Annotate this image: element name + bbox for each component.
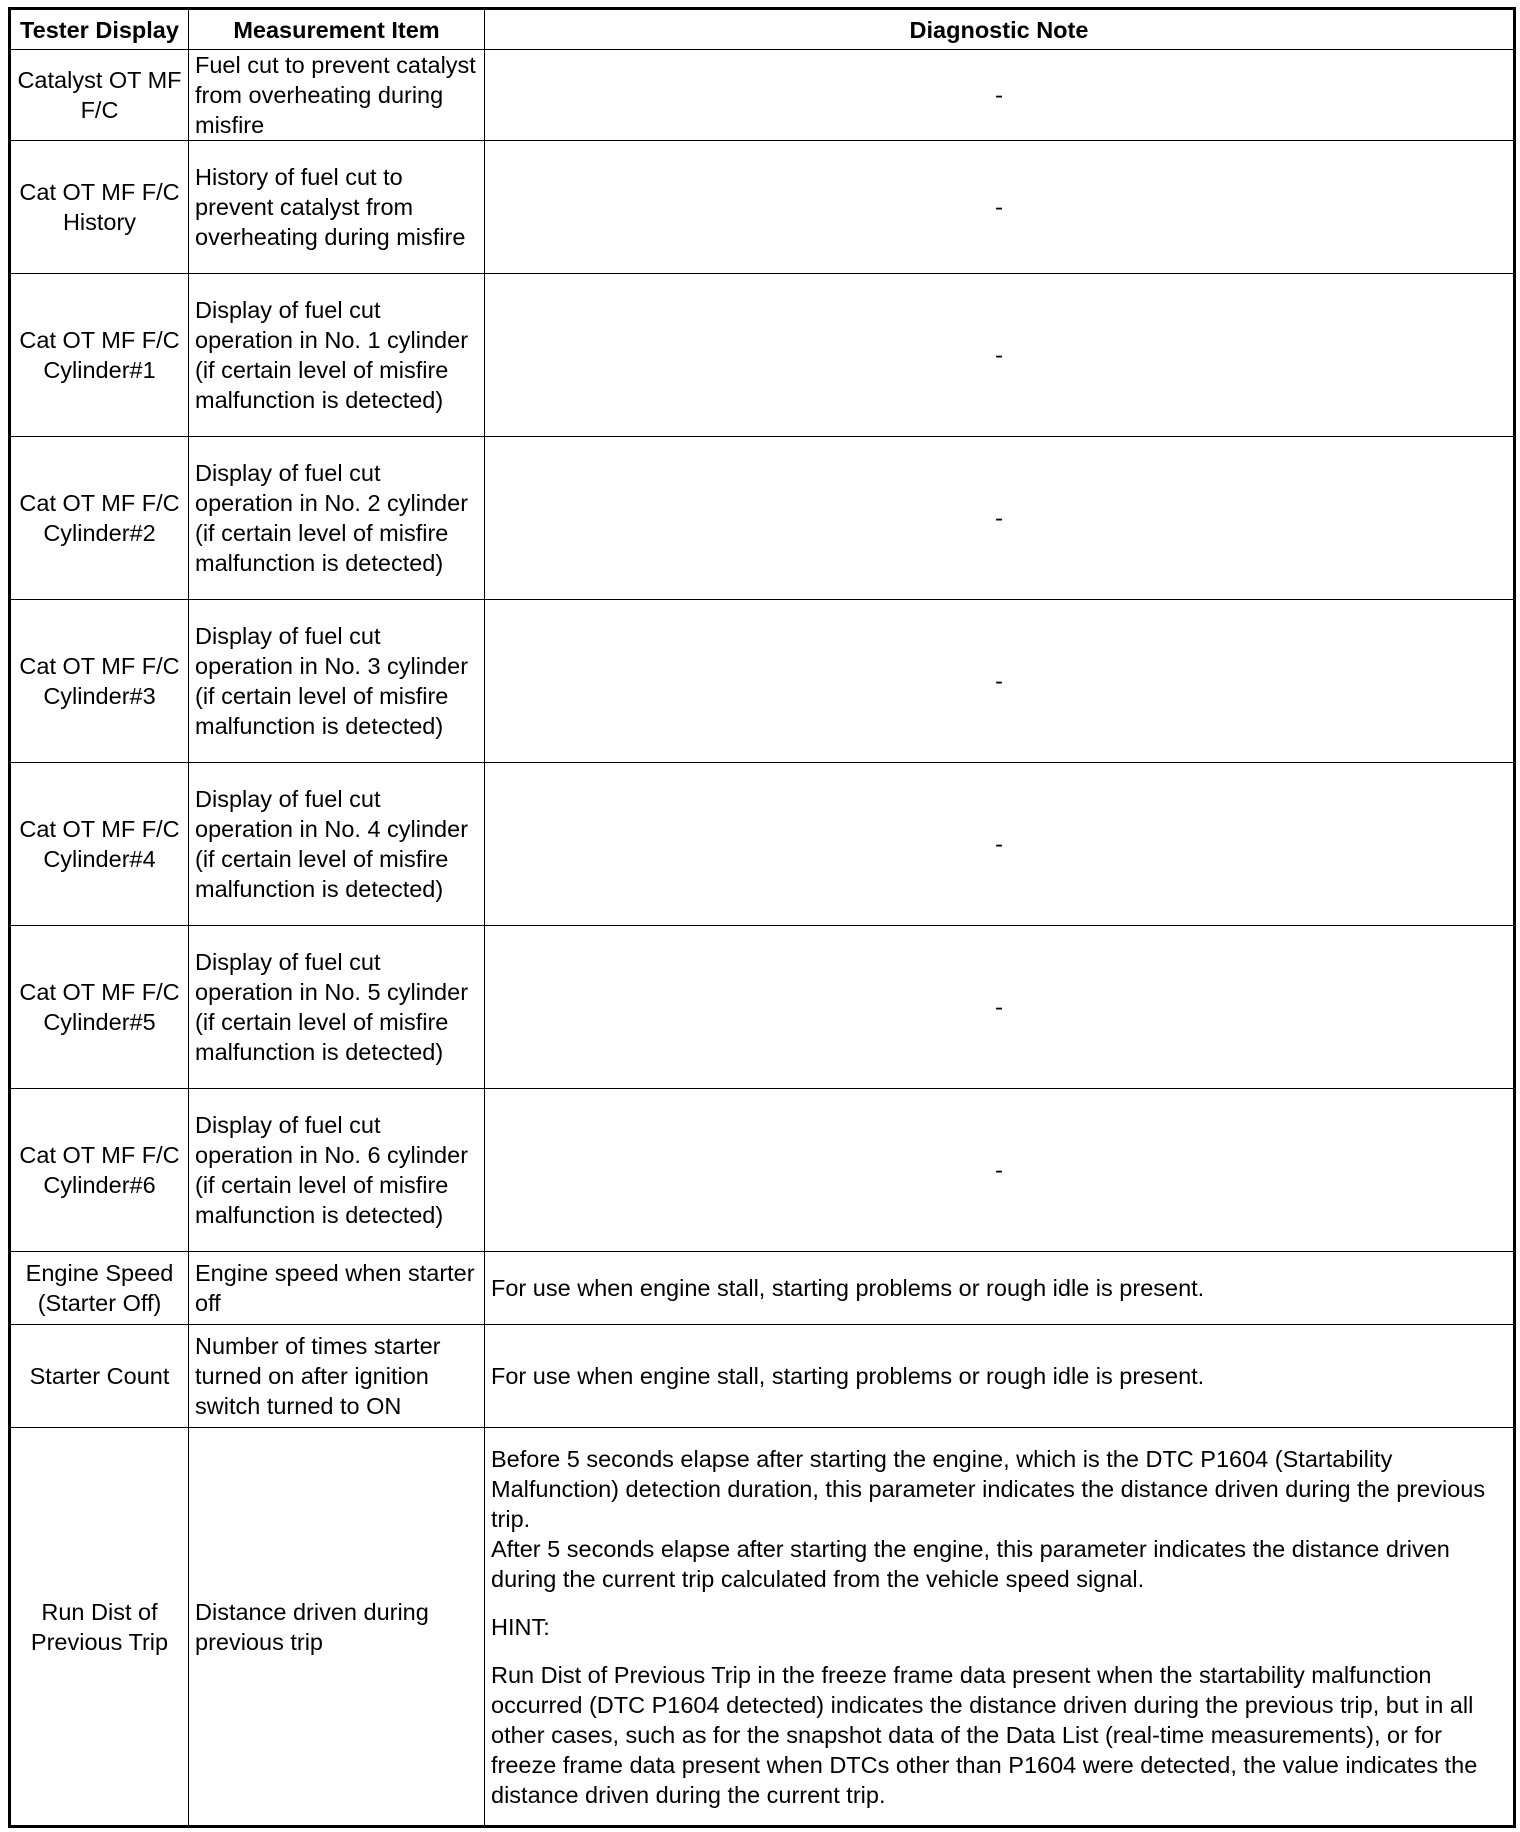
diagnostic-note-cell: - [485, 437, 1515, 600]
measurement-item-cell: Display of fuel cut operation in No. 6 cylinder (if certain level of misfire malfunction is detected) [189, 1089, 485, 1252]
header-diagnostic-note: Diagnostic Note [485, 9, 1515, 50]
tester-display-cell: Cat OT MF F/C History [10, 141, 189, 274]
tester-display-cell: Starter Count [10, 1325, 189, 1428]
note-paragraph-after: After 5 seconds elapse after starting the engine, this parameter indicates the distance driven during the current trip calculated from the vehicle speed signal. [491, 1535, 1450, 1592]
header-measurement-item: Measurement Item [189, 9, 485, 50]
diagnostic-note-cell: - [485, 926, 1515, 1089]
measurement-item-cell: Display of fuel cut operation in No. 1 cylinder (if certain level of misfire malfunction is detected) [189, 274, 485, 437]
table-row [10, 437, 1515, 600]
tester-display-cell: Cat OT MF F/C Cylinder#1 [10, 274, 189, 437]
hint-label: HINT: [491, 1613, 550, 1640]
tester-display-cell: Cat OT MF F/C Cylinder#5 [10, 926, 189, 1089]
diagnostic-note-cell: For use when engine stall, starting problems or rough idle is present. [485, 1252, 1515, 1325]
table-row [10, 926, 1515, 1089]
tester-display-cell: Cat OT MF F/C Cylinder#4 [10, 763, 189, 926]
table-row [10, 1089, 1515, 1252]
diagnostic-note-cell: For use when engine stall, starting problems or rough idle is present. [485, 1325, 1515, 1428]
note-paragraph-before: Before 5 seconds elapse after starting the engine, which is the DTC P1604 (Startability Malfunction) detection duration, this parameter indicates the distance driven during the previous trip. [491, 1445, 1486, 1532]
measurement-item-cell: Number of times starter turned on after ignition switch turned to ON [189, 1325, 485, 1428]
table-row [10, 600, 1515, 763]
diagnostic-note-cell: - [485, 600, 1515, 763]
measurement-item-cell: Distance driven during previous trip [189, 1428, 485, 1827]
table-row [10, 141, 1515, 274]
table-row [10, 1325, 1515, 1428]
table-row [10, 1428, 1515, 1827]
measurement-item-cell: Fuel cut to prevent catalyst from overheating during misfire [189, 50, 485, 141]
table-row [10, 1252, 1515, 1325]
measurement-item-cell: Display of fuel cut operation in No. 5 cylinder (if certain level of misfire malfunction is detected) [189, 926, 485, 1089]
tester-display-cell: Cat OT MF F/C Cylinder#3 [10, 600, 189, 763]
tester-display-cell: Catalyst OT MF F/C [10, 50, 189, 141]
table-row [10, 763, 1515, 926]
measurement-item-cell: Display of fuel cut operation in No. 2 cylinder (if certain level of misfire malfunction is detected) [189, 437, 485, 600]
hint-text: Run Dist of Previous Trip in the freeze frame data present when the startability malfunction occurred (DTC P1604 detected) indicates the distance driven during the previous trip, but in all other cases, such as for the snapshot data of the Data List (real-time measurements), or for freeze frame data present when DTCs other than P1604 were detected, the value indicates the distance driven during the current trip. [491, 1661, 1478, 1808]
diagnostic-note-cell: - [485, 274, 1515, 437]
tester-display-cell: Cat OT MF F/C Cylinder#6 [10, 1089, 189, 1252]
diagnostic-note-cell [485, 1428, 1515, 1827]
diagnostic-note-cell: - [485, 50, 1515, 141]
table-row [10, 50, 1515, 141]
tester-display-cell: Run Dist of Previous Trip [10, 1428, 189, 1827]
header-row [10, 9, 1515, 50]
measurement-item-cell: Display of fuel cut operation in No. 4 cylinder (if certain level of misfire malfunction is detected) [189, 763, 485, 926]
diagnostic-note-cell: - [485, 141, 1515, 274]
measurement-item-cell: Display of fuel cut operation in No. 3 cylinder (if certain level of misfire malfunction is detected) [189, 600, 485, 763]
data-list-table [8, 7, 1516, 1828]
header-tester-display: Tester Display [10, 9, 189, 50]
diagnostic-note-cell: - [485, 1089, 1515, 1252]
tester-display-cell: Cat OT MF F/C Cylinder#2 [10, 437, 189, 600]
tester-display-cell: Engine Speed (Starter Off) [10, 1252, 189, 1325]
table-row [10, 274, 1515, 437]
diagnostic-note-cell: - [485, 763, 1515, 926]
measurement-item-cell: History of fuel cut to prevent catalyst from overheating during misfire [189, 141, 485, 274]
measurement-item-cell: Engine speed when starter off [189, 1252, 485, 1325]
